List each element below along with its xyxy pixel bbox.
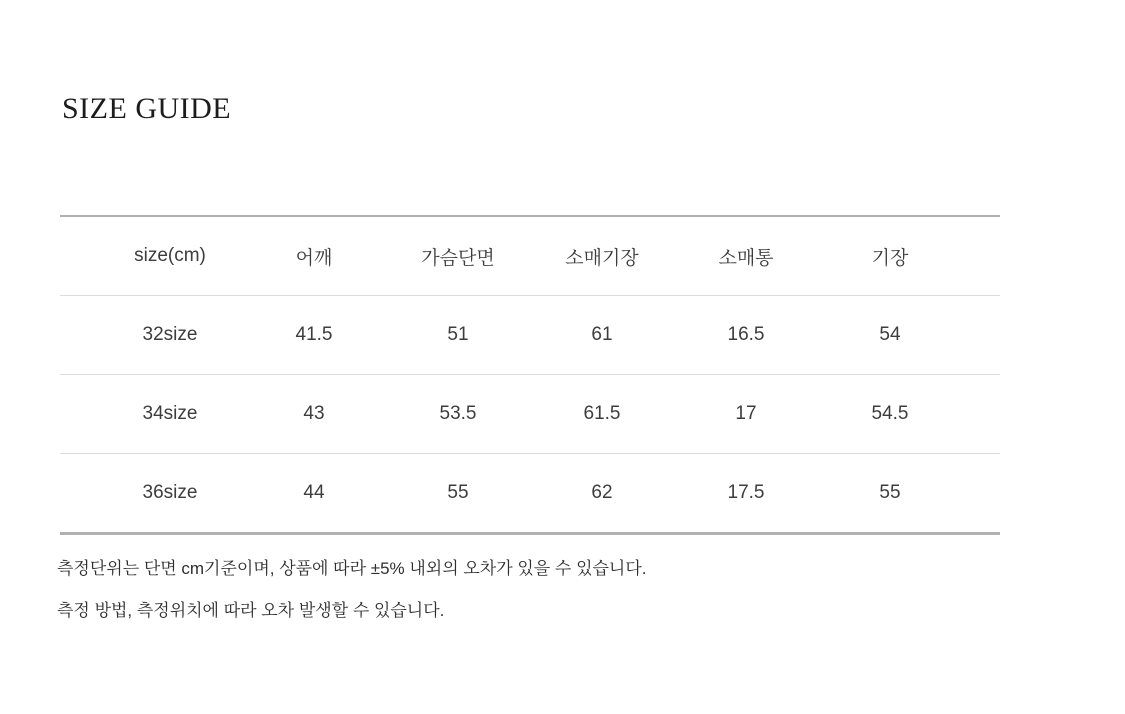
page-title: SIZE GUIDE (62, 92, 232, 125)
cell-sleeve-width: 17.5 (727, 482, 765, 503)
cell-sleeve-length: 61 (591, 324, 613, 345)
cell-shoulder: 41.5 (295, 324, 333, 345)
table-header-row (60, 217, 1000, 295)
note-line-tolerance: 측정단위는 단면 cm기준이며, 상품에 따라 ±5% 내외의 오차가 있을 수 있습니다. (57, 559, 647, 578)
cell-total-length: 54 (879, 324, 901, 345)
column-header-sleeve-width: 소매통 (718, 247, 774, 269)
cell-sleeve-length: 61.5 (583, 403, 621, 424)
column-header-chest: 가슴단면 (421, 247, 495, 269)
column-header-sleeve-length: 소매기장 (565, 247, 639, 269)
cell-sleeve-length: 62 (591, 482, 613, 503)
column-header-total-length: 기장 (871, 247, 909, 269)
cell-chest: 53.5 (439, 403, 477, 424)
size-table (60, 215, 1000, 535)
cell-total-length: 55 (879, 482, 901, 503)
cell-shoulder: 44 (303, 482, 325, 503)
cell-total-length: 54.5 (871, 403, 909, 424)
note-line-method: 측정 방법, 측정위치에 따라 오차 발생할 수 있습니다. (57, 601, 445, 620)
cell-chest: 51 (447, 324, 469, 345)
table-row (60, 453, 1000, 532)
cell-chest: 55 (447, 482, 469, 503)
cell-shoulder: 43 (303, 403, 325, 424)
row-size-label: 36size (142, 482, 198, 503)
row-size-label: 34size (142, 403, 198, 424)
row-size-label: 32size (142, 324, 198, 345)
column-header-size-unit: size(cm) (134, 245, 206, 266)
measurement-notes (57, 556, 646, 640)
column-header-shoulder: 어깨 (295, 247, 333, 269)
cell-sleeve-width: 16.5 (727, 324, 765, 345)
cell-sleeve-width: 17 (735, 403, 757, 424)
table-row (60, 374, 1000, 453)
table-row (60, 295, 1000, 374)
